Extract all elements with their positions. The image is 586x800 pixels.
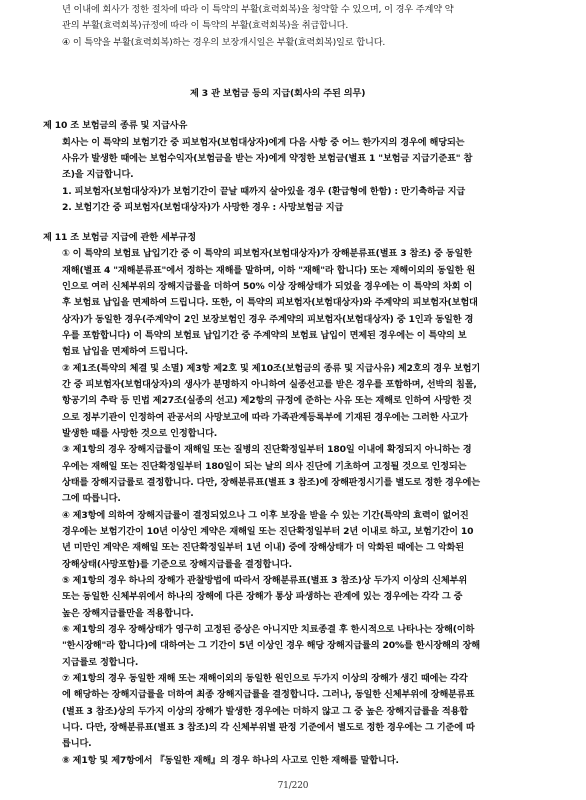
paragraph-line: 조)을 지급합니다. — [62, 169, 134, 180]
paragraph-line: 사유가 발생한 때에는 보험수익자(보험금을 받는 자)에게 약정한 보험금(별표 1 "보험금 지급기준표" 참 — [62, 153, 473, 164]
list-item: 1. 피보험자(보험대상자)가 보험기간이 끝날 때까지 살아있을 경우 (환급형에 한함) : 만기축하금 지급 — [62, 186, 466, 197]
article-title: 제 11 조 보험금 지급에 관한 세부규정 — [43, 232, 196, 243]
paragraph-line: 높은 장해지급률만을 적용합니다. — [62, 608, 194, 619]
paragraph-line: 상자)가 동일한 경우(주계약이 2인 보장보험인 경우 주계약의 피보험자(보험대상자) 중 1인과 동일한 경 — [62, 314, 474, 325]
article-title: 제 10 조 보험금의 종류 및 지급사유 — [43, 120, 188, 131]
section-heading: 제 3 관 보험금 등의 지급(회사의 주된 의무) — [190, 88, 366, 99]
paragraph-line: ② 제1조(특약의 체결 및 소멸) 제3항 제2호 및 제10조(보험금의 종류 및 지급사유) 제2호의 경우 보험기 — [62, 363, 481, 374]
paragraph-line: ④ 이 특약을 부활(효력회복)하는 경우의 보장개시일은 부활(효력회복)일로 합니다. — [62, 37, 386, 48]
paragraph-line: (별표 3 참조)상의 두가지 이상의 장해가 발생한 경우에는 더하지 않고 그 중 높은 장해지급률을 적용합 — [62, 706, 469, 717]
paragraph-line: 회사는 이 특약의 보험기간 중 피보험자(보험대상자)에게 다음 사항 중 어느 한가지의 경우에 해당되는 — [62, 137, 465, 148]
paragraph-line: 험료 납입을 면제하여 드립니다. — [62, 346, 188, 357]
paragraph-line: 인으로 여러 신체부위의 장해지급률을 더하여 50% 이상 장해상태가 되었을 경우에는 이 특약의 차회 이 — [62, 281, 473, 292]
paragraph-line: 상태를 장해지급률로 결정합니다. 다만, 장해분류표(별표 3 참조)에 장해판정시기를 별도로 정한 경우에는 — [62, 477, 480, 488]
paragraph-line: 후 보험료 납입을 면제하여 드립니다. 또한, 이 특약의 피보험자(보험대상자)와 주계약의 피보험자(보험대 — [62, 297, 478, 308]
paragraph-line: 니다. 다만, 장해분류표(별표 3 참조)의 각 신체부위별 판정 기준에서 별도로 정한 경우에는 그 기준에 따 — [62, 722, 475, 733]
paragraph-line: ⑥ 제1항의 경우 장해상태가 영구히 고정된 증상은 아니지만 치료종결 후 한시적으로 나타나는 장해(이하 — [62, 624, 475, 635]
paragraph-line: 그에 따릅니다. — [62, 493, 121, 504]
paragraph-line: 년 미만인 계약은 재해일 또는 진단확정일부터 1년 이내) 중에 장해상태가 더 악화된 때에는 그 악화된 — [62, 542, 464, 553]
paragraph-line: 우를 포함합니다) 이 특약의 보험료 납입기간 중 주계약의 보험료 납입이 면제된 경우에는 이 특약의 보 — [62, 330, 467, 341]
list-item: 2. 보험기간 중 피보험자(보험대상자)가 사망한 경우 : 사망보험금 지급 — [62, 202, 344, 213]
paragraph-line: 간 중 피보험자(보험대상자)의 생사가 분명하지 아니하여 실종선고를 받은 경우를 포함하며, 선박의 침몰, — [62, 379, 477, 390]
paragraph-line: "한시장해"라 합니다)에 대하여는 그 기간이 5년 이상인 경우 해당 장해지급률의 20%를 한시장해의 장해 — [62, 640, 480, 651]
paragraph-line: 항공기의 추락 등 민법 제27조(실종의 선고) 제2항의 규정에 준하는 사유 또는 재해로 인하여 사망한 것 — [62, 395, 472, 406]
paragraph-line: 발생한 때를 사망한 것으로 인정합니다. — [62, 428, 218, 439]
paragraph-line: 관의 부활(효력회복)규정에 따라 이 특약의 부활(효력회복)을 취급합니다. — [62, 20, 349, 31]
paragraph-line: 장해상태(사망포함)를 기준으로 장해지급률을 결정합니다. — [62, 559, 292, 570]
paragraph-line: 릅니다. — [62, 738, 92, 749]
paragraph-line: ④ 제3항에 의하여 장해지급률이 결정되었으나 그 이후 보장을 받을 수 있는 기간(특약의 효력이 없어진 — [62, 510, 469, 521]
paragraph-line: 우에는 재해일 또는 진단확정일부터 180일이 되는 날의 의사 진단에 기초하여 고정될 것으로 인정되는 — [62, 461, 467, 472]
paragraph-line: ③ 제1항의 경우 장해지급률이 재해일 또는 질병의 진단확정일부터 180일 이내에 확정되지 아니하는 경 — [62, 444, 472, 455]
paragraph-line: 년 이내에 회사가 정한 절차에 따라 이 특약의 부활(효력회복)을 청약할 수 있으며, 이 경우 주계약 약 — [62, 4, 454, 15]
paragraph-line: 지급률로 정합니다. — [62, 657, 139, 668]
paragraph-line: ① 이 특약의 보험료 납입기간 중 이 특약의 피보험자(보험대상자)가 장해분류표(별표 3 참조) 중 동일한 — [62, 248, 472, 259]
paragraph-line: ⑧ 제1항 및 제7항에서 『동일한 재해』의 경우 하나의 사고로 인한 재해를 말합니다. — [62, 755, 399, 766]
paragraph-line: ⑦ 제1항의 경우 동일한 재해 또는 재해이외의 동일한 원인으로 두가지 이상의 장해가 생긴 때에는 각각 — [62, 673, 468, 684]
paragraph-line: 으로 정부기관이 인정하여 관공서의 사망보고에 따라 가족관계등록부에 기재된 경우에는 그러한 사고가 — [62, 412, 468, 423]
page-number: 71/220 — [277, 781, 309, 791]
paragraph-line: 또는 동일한 신체부위에서 하나의 장해에 다른 장해가 통상 파생하는 관계에 있는 경우에는 각각 그 중 — [62, 591, 463, 602]
paragraph-line: 경우에는 보험기간이 10년 이상인 계약은 재해일 또는 진단확정일부터 2년 이내로 하고, 보험기간이 10 — [62, 526, 474, 537]
paragraph-line: 재해(별표 4 "재해분류표"에서 정하는 재해를 말하며, 이하 "재해"라 합니다) 또는 재해이외의 동일한 원 — [62, 265, 476, 276]
paragraph-line: ⑤ 제1항의 경우 하나의 장해가 관찰방법에 따라서 장해분류표(별표 3 참조)상 두가지 이상의 신체부위 — [62, 575, 468, 586]
paragraph-line: 에 해당하는 장해지급률을 더하여 최종 장해지급률을 결정합니다. 그러나, 동일한 신체부위에 장해분류표 — [62, 689, 475, 700]
